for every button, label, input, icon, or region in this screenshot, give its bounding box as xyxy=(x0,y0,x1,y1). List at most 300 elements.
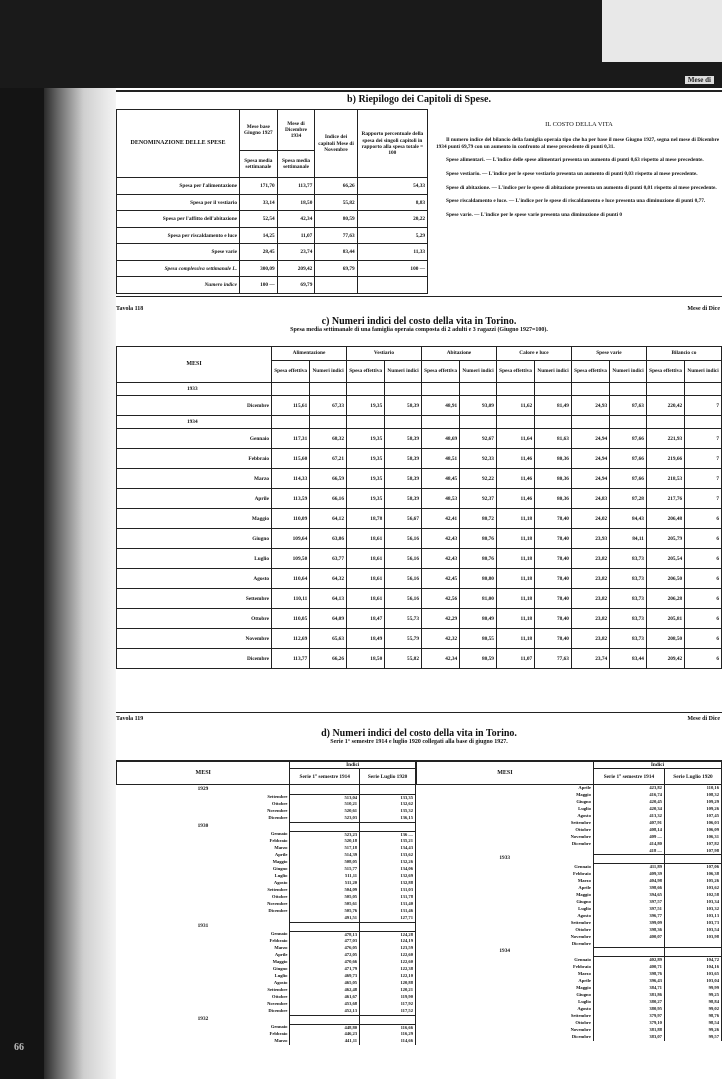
d-table-row xyxy=(117,994,416,1001)
d-row-label: Febbraio xyxy=(573,963,591,969)
c-cell: 78,40 xyxy=(535,589,572,609)
d-table-row xyxy=(417,1006,722,1013)
d-cell: 414,80 xyxy=(593,841,664,848)
c-empty-cell xyxy=(610,383,647,396)
c-empty-cell xyxy=(460,416,497,429)
c-empty-cell xyxy=(421,416,459,429)
c-cell: 81,49 xyxy=(535,396,572,416)
d-cell: 124,28 xyxy=(360,931,416,938)
tavola-119-label: Tavola 119 xyxy=(116,716,144,722)
c-cell: 18,61 xyxy=(346,589,384,609)
c-table-row xyxy=(117,529,722,549)
c-cell: 56,16 xyxy=(385,549,422,569)
d-table-row xyxy=(117,1024,416,1031)
d-cell: 453,68 xyxy=(290,1001,360,1008)
d-row-label: Novembre xyxy=(570,833,591,839)
c-sub-header: Numeri indici xyxy=(310,361,347,383)
c-cell: 113,59 xyxy=(272,489,310,509)
tavola-119-month: Mese di Dice xyxy=(687,716,720,722)
d-row-label: Settembre xyxy=(570,919,591,925)
c-cell: 87,66 xyxy=(610,449,647,469)
c-table-row xyxy=(117,649,722,669)
c-cell: 64,13 xyxy=(310,589,347,609)
c-cell: 78,40 xyxy=(535,569,572,589)
top-corner-label: Mese di xyxy=(685,76,714,84)
c-table-row xyxy=(117,509,722,529)
c-cell: 23,82 xyxy=(571,549,609,569)
d-cell: 423,82 xyxy=(593,785,664,792)
c-cell: 24,94 xyxy=(571,429,609,449)
c-empty-cell xyxy=(310,383,347,396)
d-cell: 504,09 xyxy=(290,887,360,894)
c-cell: 112,69 xyxy=(272,629,310,649)
d-cell: 383,07 xyxy=(593,1034,664,1041)
d-table-row xyxy=(117,915,416,922)
commentary-title: IL COSTO DELLA VITA xyxy=(545,121,613,128)
c-cell: 115,60 xyxy=(272,449,310,469)
c-cell: 78,40 xyxy=(535,609,572,629)
d-cell: 103,04 xyxy=(664,978,721,985)
d-table-row xyxy=(117,980,416,987)
c-row-label: Aprile xyxy=(117,489,272,509)
d-cell: 465,05 xyxy=(290,980,360,987)
c-cell: 83,73 xyxy=(610,629,647,649)
c-cell: 78,40 xyxy=(535,509,572,529)
summary-cell: 100 — xyxy=(240,277,278,294)
d-cell xyxy=(664,941,721,948)
summary-cell: 66,26 xyxy=(315,178,357,195)
d-cell: 99,26 xyxy=(664,1027,721,1034)
c-empty-cell xyxy=(272,416,310,429)
c-row-label: Dicembre xyxy=(117,649,272,669)
d-cell: 116,29 xyxy=(360,1031,416,1038)
c-cell: 18,47 xyxy=(346,609,384,629)
summary-row xyxy=(117,194,428,211)
d-cell: 380,27 xyxy=(593,999,664,1006)
d-cell: 397,57 xyxy=(593,899,664,906)
d-row-label: Dicembre xyxy=(571,840,591,846)
d-row-label: Marzo xyxy=(274,1038,288,1044)
c-cell: 83,44 xyxy=(610,649,647,669)
d-body xyxy=(117,785,416,1046)
d-row-label: Ottobre xyxy=(271,894,288,900)
d-cell: 135,21 xyxy=(360,838,416,845)
summary-cell: 83,44 xyxy=(315,244,357,261)
d-cell: 122,60 xyxy=(360,959,416,966)
summary-cell: 42,34 xyxy=(277,211,315,228)
d-cell: 510,21 xyxy=(290,801,360,808)
c-cell: 18,78 xyxy=(346,509,384,529)
d-cell: 420,45 xyxy=(593,799,664,806)
c-cell: 18,50 xyxy=(346,649,384,669)
c-cell: 206,50 xyxy=(646,569,684,589)
c-group-header: Alimentazione xyxy=(272,347,347,361)
c-cell: 110,11 xyxy=(272,589,310,609)
d-cell: 398,66 xyxy=(593,885,664,892)
c-cell: 78,40 xyxy=(535,629,572,649)
c-row-label: Novembre xyxy=(117,629,272,649)
c-sub-header: Spesa effettiva xyxy=(496,361,534,383)
d-row-label: Settembre xyxy=(267,987,288,993)
d-year-row xyxy=(117,922,416,931)
c-sub-header: Spesa effettiva xyxy=(272,361,310,383)
d-row-label: Novembre xyxy=(267,1001,288,1007)
d-row-label: Ottobre xyxy=(271,801,288,807)
d-empty-cell xyxy=(360,922,416,931)
commentary-paragraph: Spese vestiario. — L'indice per le spese vestiario presenta un aumento di punti 0,03 rispetto al mese precedente. xyxy=(446,170,698,177)
c-cell: 11,46 xyxy=(496,449,534,469)
d-year-label: 1933 xyxy=(499,855,510,862)
d-row-label: Luglio xyxy=(274,873,288,879)
d-table-row xyxy=(117,808,416,815)
d-row-label: Aprile xyxy=(578,977,591,983)
d-row-label: Gennaio xyxy=(574,956,591,962)
d-table-row xyxy=(417,971,722,978)
d-row-label: Novembre xyxy=(267,808,288,814)
d-cell: 106,03 xyxy=(664,820,721,827)
d-row-label: Luglio xyxy=(274,973,288,979)
c-cell: 11,64 xyxy=(496,429,534,449)
d-cell: 514,39 xyxy=(290,852,360,859)
summary-cell: 209,42 xyxy=(277,260,315,277)
d-table-row xyxy=(417,820,722,827)
c-year-row xyxy=(117,383,722,396)
d-cell: 102,58 xyxy=(664,892,721,899)
d-cell: 515,77 xyxy=(290,866,360,873)
c-group-header: Calore e luce xyxy=(496,347,571,361)
c-table-row xyxy=(117,489,722,509)
d-sub-header: Serie Luglio 1920 xyxy=(664,769,721,785)
d-row-label: Giugno xyxy=(272,966,288,972)
c-table-row xyxy=(117,609,722,629)
d-row-label: Settembre xyxy=(267,887,288,893)
d-cell: 397,51 xyxy=(593,906,664,913)
c-cell: 18,49 xyxy=(346,629,384,649)
d-cell: 469,73 xyxy=(290,973,360,980)
c-table-row xyxy=(117,449,722,469)
summary-cell: 8,83 xyxy=(357,194,427,211)
summary-cell: 80,59 xyxy=(315,211,357,228)
d-table-row xyxy=(117,1038,416,1045)
d-table-row xyxy=(117,894,416,901)
d-cell: 404,98 xyxy=(593,878,664,885)
d-sub-header: Serie 1° semestre 1914 xyxy=(290,769,360,785)
d-table-row xyxy=(117,901,416,908)
d-cell: 107,98 xyxy=(664,848,721,855)
d-cell: 470,66 xyxy=(290,959,360,966)
section-c-subtitle: Spesa media settimanale di una famiglia operaia composta di 2 adulti e 3 ragazzi (Giugno 1927=100). xyxy=(290,327,548,333)
c-cell: 11,46 xyxy=(496,489,534,509)
section-c xyxy=(116,316,722,662)
d-cell: 409 — xyxy=(593,834,664,841)
c-table-row xyxy=(117,429,722,449)
c-cell: 80,76 xyxy=(460,549,497,569)
d-table-row xyxy=(417,941,722,948)
c-cell: 67,21 xyxy=(310,449,347,469)
c-cell: 7 xyxy=(685,429,722,449)
d-table-row xyxy=(417,834,722,841)
d-row-label: Settembre xyxy=(570,1012,591,1018)
d-cell: 103,34 xyxy=(664,899,721,906)
c-empty-cell xyxy=(610,416,647,429)
book-gutter xyxy=(44,88,116,1079)
d-row-label: Aprile xyxy=(274,952,288,958)
d-cell: 105,26 xyxy=(664,878,721,885)
c-cell: 23,82 xyxy=(571,569,609,589)
d-cell: 133,62 xyxy=(360,852,416,859)
summary-row-label: Spesa per l'alimentazione xyxy=(117,178,240,195)
c-cell: 24,02 xyxy=(571,509,609,529)
d-cell: 381,86 xyxy=(593,992,664,999)
d-year-row xyxy=(117,1015,416,1024)
d-empty-cell xyxy=(290,922,360,931)
page-number: 66 xyxy=(14,1042,24,1053)
c-cell: 11,18 xyxy=(496,569,534,589)
d-row-label: Marzo xyxy=(274,945,288,951)
c-cell: 208,50 xyxy=(646,629,684,649)
c-cell: 58,39 xyxy=(385,469,422,489)
d-row-label: Maggio xyxy=(272,859,288,865)
d-cell: 462,48 xyxy=(290,987,360,994)
c-cell: 55,73 xyxy=(385,609,422,629)
d-cell: 103,32 xyxy=(664,906,721,913)
d-cell: 103,73 xyxy=(664,920,721,927)
d-row-label: Aprile xyxy=(274,852,288,858)
d-year-label: 1931 xyxy=(197,922,209,929)
d-group-header: Indici xyxy=(593,762,721,769)
c-empty-cell xyxy=(685,383,722,396)
d-row-label: Novembre xyxy=(267,901,288,907)
d-table-row xyxy=(417,813,722,820)
c-cell: 205,54 xyxy=(646,549,684,569)
summary-col-header: Rapporto percentuale della spesa dei singoli capitoli in rapporto alla spesa totale = 100 xyxy=(357,110,427,178)
c-cell: 48,51 xyxy=(421,449,459,469)
c-cell: 55,82 xyxy=(385,649,422,669)
summary-cell: 28,45 xyxy=(240,244,278,261)
c-cell: 80,76 xyxy=(460,529,497,549)
commentary-paragraph: Spese alimentari. — L'indice delle spese alimentari presenta un aumento di punti 0,63 rispetto al mese precedente. xyxy=(446,157,704,164)
d-cell: 420,34 xyxy=(593,806,664,813)
summary-row-header: DENOMINAZIONE DELLE SPESE xyxy=(117,110,240,178)
d-row-label: Dicembre xyxy=(268,815,288,821)
d-table-row xyxy=(417,978,722,985)
summary-cell: 113,77 xyxy=(277,178,315,195)
summary-sub-header: Spesa media settimanale xyxy=(240,151,278,178)
summary-row-label: Spese varie xyxy=(117,244,240,261)
c-cell: 68,32 xyxy=(310,429,347,449)
c-cell: 19,35 xyxy=(346,489,384,509)
d-cell: 107,06 xyxy=(664,864,721,871)
d-table-row xyxy=(117,1031,416,1038)
c-cell: 24,94 xyxy=(571,469,609,489)
c-empty-cell xyxy=(646,383,684,396)
c-cell: 78,40 xyxy=(535,549,572,569)
d-table-row xyxy=(417,1020,722,1027)
c-group-header: Bilancio co xyxy=(646,347,721,361)
c-cell: 6 xyxy=(685,549,722,569)
c-cell: 42,56 xyxy=(421,589,459,609)
d-empty-cell xyxy=(593,855,664,864)
d-table-row xyxy=(417,871,722,878)
d-row-label: Ottobre xyxy=(271,994,288,1000)
c-sub-header: Spesa effettiva xyxy=(421,361,459,383)
d-row-label: Dicembre xyxy=(268,1008,288,1014)
d-row-label: Maggio xyxy=(576,791,591,797)
d-table-row xyxy=(417,806,722,813)
c-cell: 24,93 xyxy=(571,396,609,416)
c-cell: 56,16 xyxy=(385,529,422,549)
d-half-table xyxy=(116,761,416,1045)
d-cell: 400,71 xyxy=(593,964,664,971)
c-cell: 80,36 xyxy=(535,449,572,469)
d-cell: 416,74 xyxy=(593,792,664,799)
c-cell: 42,29 xyxy=(421,609,459,629)
c-cell: 114,33 xyxy=(272,469,310,489)
d-row-label: Luglio xyxy=(578,998,591,1004)
c-cell: 11,18 xyxy=(496,549,534,569)
summary-cell: 55,82 xyxy=(315,194,357,211)
d-table-row xyxy=(417,934,722,941)
d-cell: 132,69 xyxy=(360,873,416,880)
c-cell: 78,40 xyxy=(535,529,572,549)
d-table-row xyxy=(117,1008,416,1015)
d-row-label: Dicembre xyxy=(268,908,288,914)
d-row-label: Aprile xyxy=(578,884,591,890)
d-cell: 471,79 xyxy=(290,966,360,973)
c-sub-header: Numeri indici xyxy=(385,361,422,383)
d-year-label: 1932 xyxy=(197,1015,209,1022)
d-row-label: Gennaio xyxy=(270,831,288,837)
c-table-row xyxy=(117,396,722,416)
d-cell: 411,89 xyxy=(593,864,664,871)
c-cell: 84,11 xyxy=(610,529,647,549)
summary-cell: 69,79 xyxy=(315,260,357,277)
d-table-row xyxy=(117,801,416,808)
c-cell: 115,61 xyxy=(272,396,310,416)
c-row-label: Luglio xyxy=(117,549,272,569)
d-cell: 418 — xyxy=(593,848,664,855)
c-cell: 48,69 xyxy=(421,429,459,449)
d-cell: 122,10 xyxy=(360,973,416,980)
d-cell: 103,13 xyxy=(664,913,721,920)
c-cell: 19,35 xyxy=(346,429,384,449)
c-cell: 42,45 xyxy=(421,569,459,589)
index-table-d xyxy=(116,760,722,1079)
c-cell: 80,55 xyxy=(460,629,497,649)
c-cell: 220,42 xyxy=(646,396,684,416)
section-d-subtitle: Serie 1° semestre 1914 e luglio 1920 collegati alla base di giugno 1927. xyxy=(330,739,508,745)
d-header-row xyxy=(417,762,722,769)
d-year-row xyxy=(117,785,416,795)
c-cell: 6 xyxy=(685,609,722,629)
d-row-label: Febbraio xyxy=(573,870,591,876)
summary-col-header: Mese base Giugno 1927 xyxy=(240,110,278,151)
d-sub-header: Serie Luglio 1920 xyxy=(360,769,416,785)
d-cell: 396,43 xyxy=(593,978,664,985)
d-cell: 136,15 xyxy=(360,815,416,822)
c-cell: 7 xyxy=(685,396,722,416)
d-half-table xyxy=(416,761,722,1041)
d-cell: 133,35 xyxy=(360,794,416,801)
d-cell: 520,61 xyxy=(290,808,360,815)
c-cell: 6 xyxy=(685,589,722,609)
d-cell: 132,88 xyxy=(360,880,416,887)
c-cell: 221,93 xyxy=(646,429,684,449)
c-cell: 48,45 xyxy=(421,469,459,489)
d-cell: 131,46 xyxy=(360,908,416,915)
d-empty-cell xyxy=(360,822,416,831)
d-cell: 508,05 xyxy=(290,859,360,866)
d-row-label: Agosto xyxy=(577,1005,591,1011)
c-cell: 92,37 xyxy=(460,489,497,509)
c-cell: 11,18 xyxy=(496,609,534,629)
d-row-label: Giugno xyxy=(576,898,591,904)
d-cell: 116,66 xyxy=(360,1024,416,1031)
d-cell: 131,03 xyxy=(360,887,416,894)
c-cell: 42,43 xyxy=(421,549,459,569)
d-table-row xyxy=(417,785,722,792)
d-cell: 127,71 xyxy=(360,915,416,922)
summary-cell: 11,07 xyxy=(277,227,315,244)
c-empty-cell xyxy=(535,383,572,396)
d-row-label: Marzo xyxy=(274,845,288,851)
c-cell: 56,67 xyxy=(385,509,422,529)
c-empty-cell xyxy=(571,416,609,429)
c-cell: 81,00 xyxy=(460,589,497,609)
c-cell: 6 xyxy=(685,629,722,649)
c-cell: 205,79 xyxy=(646,529,684,549)
c-row-label: Ottobre xyxy=(117,609,272,629)
c-cell: 23,93 xyxy=(571,529,609,549)
c-cell: 23,74 xyxy=(571,649,609,669)
d-cell: 402,89 xyxy=(593,957,664,964)
d-sub-header: Serie 1° semestre 1914 xyxy=(593,769,664,785)
summary-col-header: Indice dei capitoli Mese di Novembre xyxy=(315,110,357,178)
d-cell: 511,11 xyxy=(290,873,360,880)
c-cell: 83,73 xyxy=(610,549,647,569)
c-cell: 110,64 xyxy=(272,569,310,589)
d-cell: 107,45 xyxy=(664,813,721,820)
c-cell: 92,22 xyxy=(460,469,497,489)
c-year-label: 1934 xyxy=(117,416,272,429)
c-cell: 23,82 xyxy=(571,629,609,649)
d-cell: 505,76 xyxy=(290,908,360,915)
d-year-label: 1934 xyxy=(499,948,510,955)
d-cell: 120,21 xyxy=(360,987,416,994)
d-row-label: Febbraio xyxy=(269,1031,288,1037)
c-cell: 80,36 xyxy=(535,469,572,489)
c-cell: 87,63 xyxy=(610,396,647,416)
c-cell: 11,46 xyxy=(496,469,534,489)
d-cell: 108,32 xyxy=(664,792,721,799)
d-table-row xyxy=(417,927,722,934)
summary-row xyxy=(117,211,428,228)
c-sub-header: Numeri indici xyxy=(460,361,497,383)
d-table-row xyxy=(417,992,722,999)
summary-cell xyxy=(315,277,357,294)
d-table-row xyxy=(417,864,722,871)
d-row-label xyxy=(417,848,594,855)
section-d-title: d) Numeri indici del costo della vita in Torino. xyxy=(321,728,517,739)
c-cell: 42,32 xyxy=(421,629,459,649)
d-row-header: MESI xyxy=(417,762,594,785)
d-cell xyxy=(593,941,664,948)
d-cell: 98,54 xyxy=(664,1020,721,1027)
summary-cell: 69,79 xyxy=(277,277,315,294)
d-cell: 106,31 xyxy=(664,834,721,841)
scan-top-shadow xyxy=(0,0,722,88)
d-table-row xyxy=(117,931,416,938)
